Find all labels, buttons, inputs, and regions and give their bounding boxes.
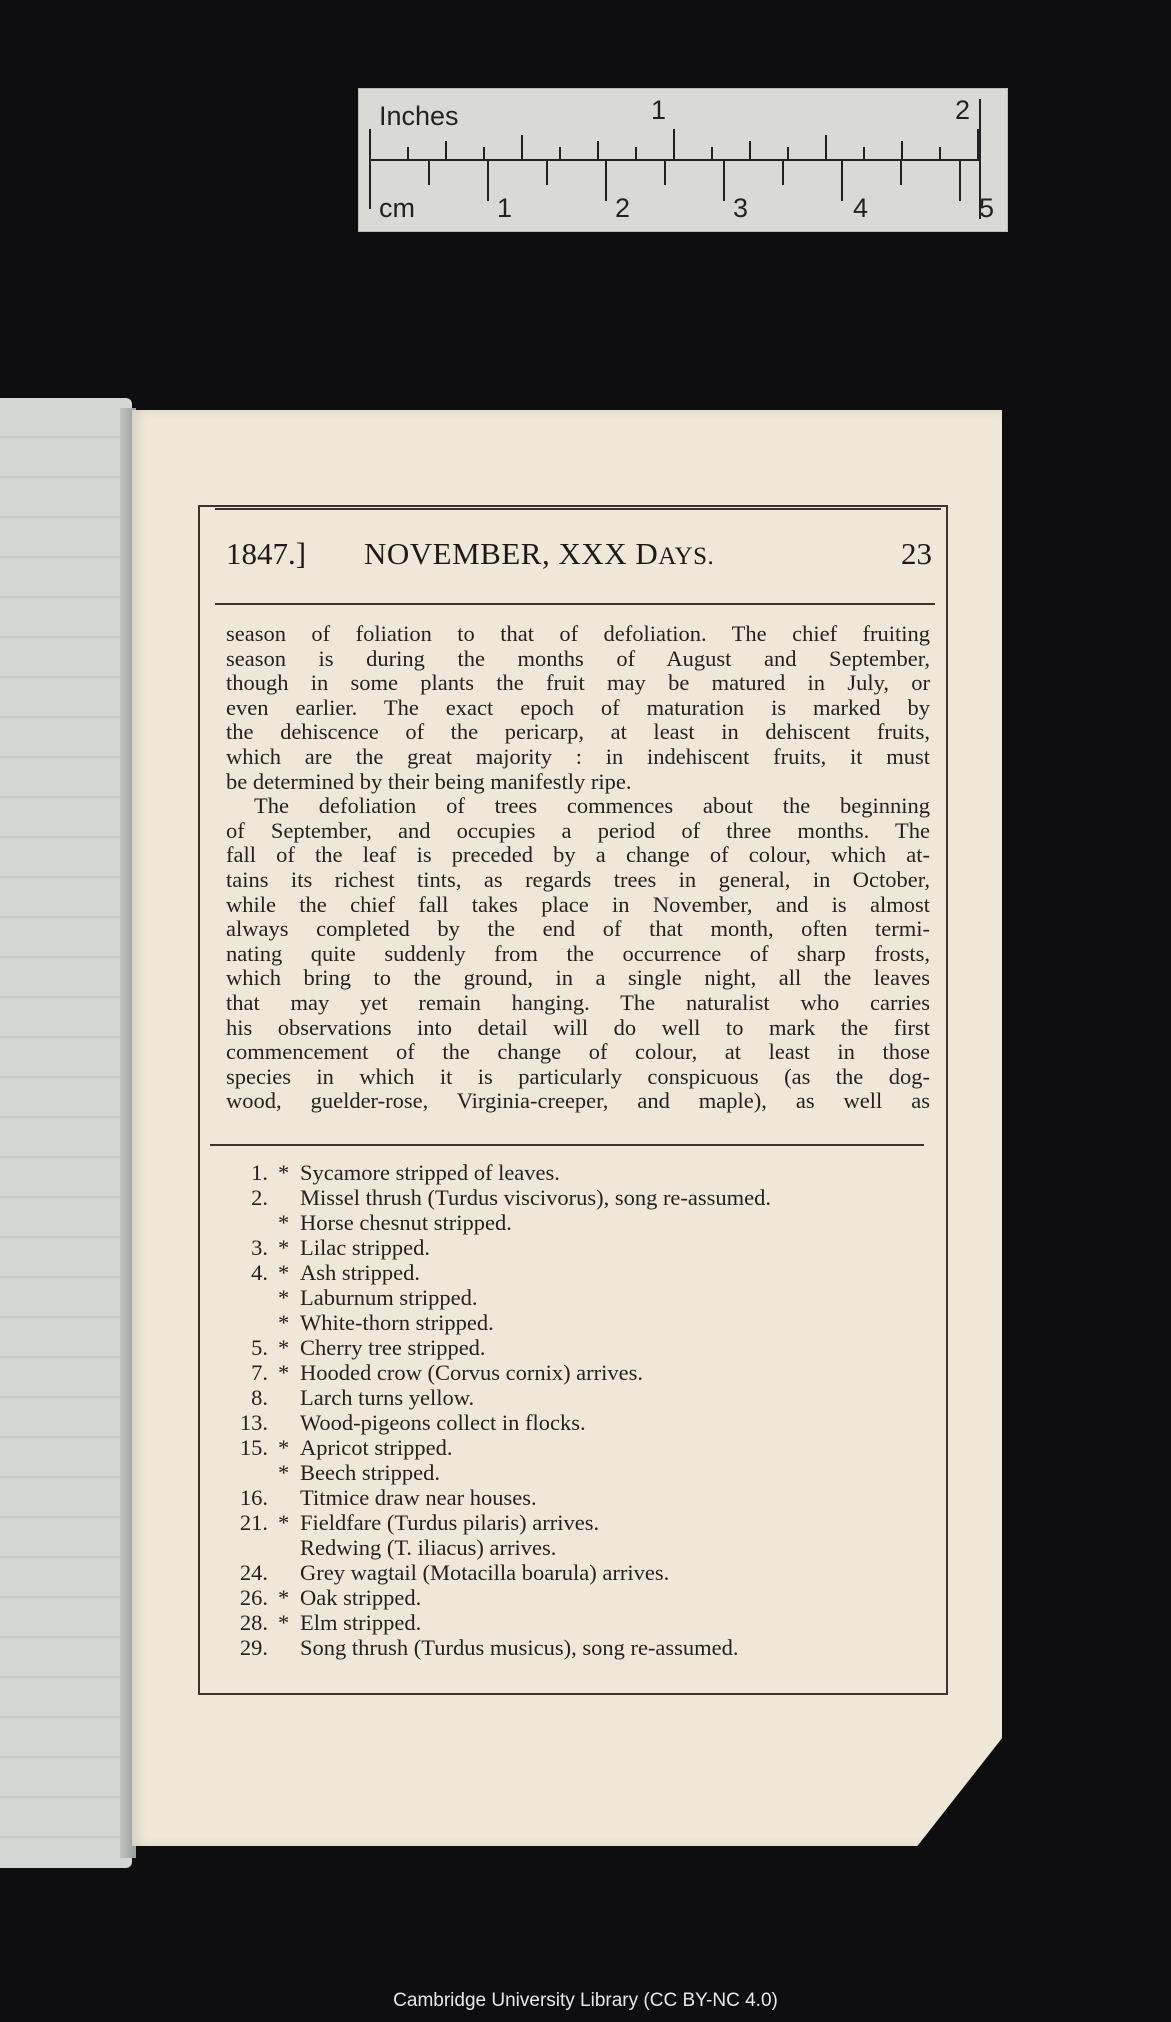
- note-text: Missel thrush (Turdus viscivorus), song re-assumed.: [300, 1185, 772, 1210]
- note-text: Wood-pigeons collect in flocks.: [300, 1410, 586, 1435]
- ruler-inch-tick: [863, 147, 865, 159]
- text-line: always completed by the end of that month, often termi-: [226, 916, 930, 942]
- note-text: Titmice draw near houses.: [300, 1485, 537, 1510]
- date-number: 13.: [239, 1410, 268, 1435]
- note-text: Hooded crow (Corvus cornix) arrives.: [300, 1360, 644, 1385]
- ruler-cm-tick: [959, 161, 961, 201]
- asterisk-marker: *: [278, 1610, 290, 1635]
- asterisk-marker: *: [278, 1360, 290, 1385]
- list-item: [226, 1260, 930, 1285]
- asterisk-marker: *: [278, 1460, 290, 1485]
- ruler-inch-tick: [483, 147, 485, 159]
- asterisk-marker: *: [278, 1585, 290, 1610]
- note-text: Lilac stripped.: [300, 1235, 430, 1260]
- ruler-inch-tick: [901, 141, 903, 159]
- phenology-notes-list: [226, 1160, 930, 1660]
- note-text: Laburnum stripped.: [300, 1285, 478, 1310]
- text-line: though in some plants the fruit may be matured in July, or: [226, 670, 930, 696]
- ruler-cm-tick: [782, 161, 784, 185]
- list-item: [226, 1435, 930, 1460]
- ruler-cm-mark: 5: [979, 193, 995, 223]
- date-number: 1.: [251, 1160, 268, 1185]
- date-number: 24.: [239, 1560, 268, 1585]
- scale-ruler: [358, 88, 1008, 232]
- asterisk-marker: *: [278, 1285, 290, 1310]
- ruler-inch-tick: [977, 129, 979, 159]
- note-text: Larch turns yellow.: [300, 1385, 475, 1410]
- text-line: while the chief fall takes place in November, and is almost: [226, 891, 930, 917]
- ruler-cm-tick: [900, 161, 902, 185]
- ruler-inch-tick: [673, 129, 675, 159]
- date-number: 7.: [251, 1360, 268, 1385]
- ruler-cm-mark: 3: [733, 193, 749, 223]
- body-paragraphs: [226, 622, 930, 1114]
- ruler-inch-tick: [559, 147, 561, 159]
- text-line: of September, and occupies a period of three months. The: [226, 817, 930, 843]
- bottom-rule: [210, 1693, 926, 1695]
- date-number: 3.: [251, 1235, 268, 1260]
- date-number: 15.: [239, 1435, 268, 1460]
- note-text: Fieldfare (Turdus pilaris) arrives.: [300, 1510, 600, 1535]
- asterisk-marker: *: [278, 1235, 290, 1260]
- text-line: which are the great majority : in indehiscent fruits, it must: [226, 743, 930, 769]
- date-number: 28.: [239, 1610, 268, 1635]
- date-number: 8.: [251, 1385, 268, 1410]
- ruler-inch-tick: [407, 147, 409, 159]
- list-item: [226, 1485, 930, 1510]
- ruler-inch-mark: 2: [955, 95, 971, 125]
- text-line: The defoliation of trees commences about the beginning: [254, 793, 930, 819]
- ruler-cm-tick: [369, 161, 371, 201]
- text-line: fall of the leaf is preceded by a change of colour, which at-: [226, 842, 930, 868]
- list-item: [226, 1410, 930, 1435]
- ruler-cm-label: cm: [379, 193, 415, 223]
- asterisk-marker: *: [278, 1435, 290, 1460]
- date-number: 16.: [239, 1485, 268, 1510]
- asterisk-marker: *: [278, 1310, 290, 1335]
- ruler-cm-tick: [487, 161, 489, 201]
- ruler-cm-tick: [841, 161, 843, 201]
- ruler-inch-tick: [597, 141, 599, 159]
- ruler-cm-tick: [664, 161, 666, 185]
- date-number: 2.: [251, 1185, 268, 1210]
- list-item: [226, 1235, 930, 1260]
- note-text: Ash stripped.: [300, 1260, 420, 1285]
- text-line: tains its richest tints, as regards trees in general, in October,: [226, 866, 930, 892]
- ruler-cm-tick: [605, 161, 607, 201]
- asterisk-marker: *: [278, 1510, 290, 1535]
- ruler-inch-tick: [369, 129, 371, 159]
- asterisk-marker: *: [278, 1210, 290, 1235]
- note-text: Apricot stripped.: [300, 1435, 453, 1460]
- section-divider: [210, 1144, 924, 1146]
- note-text: Grey wagtail (Motacilla boarula) arrives.: [300, 1560, 670, 1585]
- ruler-cm-mark: 1: [497, 193, 513, 223]
- text-line: the dehiscence of the pericarp, at least in dehiscent fruits,: [226, 719, 930, 745]
- header-year: 1847.]: [226, 536, 307, 571]
- header-bottom-rule: [215, 603, 935, 605]
- date-number: 5.: [251, 1335, 268, 1360]
- asterisk-marker: *: [278, 1260, 290, 1285]
- text-line: season of foliation to that of defoliation. The chief fruiting: [226, 621, 930, 646]
- text-line: that may yet remain hanging. The naturalist who carries: [226, 989, 930, 1015]
- text-line: species in which it is particularly conspicuous (as the dog-: [226, 1063, 930, 1089]
- asterisk-marker: *: [278, 1160, 290, 1185]
- ruler-inch-tick: [635, 147, 637, 159]
- list-item: [226, 1335, 930, 1360]
- ruler-cm-mark: 2: [615, 193, 631, 223]
- list-item: [226, 1585, 930, 1610]
- list-item: [226, 1610, 930, 1635]
- ruler-inch-tick: [825, 135, 827, 159]
- note-text: Redwing (T. iliacus) arrives.: [300, 1535, 557, 1560]
- date-number: 26.: [239, 1585, 268, 1610]
- note-text: Song thrush (Turdus musicus), song re-assumed.: [300, 1635, 739, 1660]
- note-text: Sycamore stripped of leaves.: [300, 1160, 560, 1185]
- note-text: White-thorn stripped.: [300, 1310, 494, 1335]
- list-item: [226, 1160, 930, 1185]
- list-item: [226, 1360, 930, 1385]
- list-item: [226, 1285, 930, 1310]
- list-item: [226, 1310, 930, 1335]
- ruler-inch-mark: 1: [651, 95, 667, 125]
- list-item: [226, 1635, 930, 1660]
- ruler-inch-tick: [445, 141, 447, 159]
- header-top-rule: [215, 508, 941, 510]
- text-line: nating quite suddenly from the occurrence of sharp frosts,: [226, 940, 930, 966]
- text-line: even earlier. The exact epoch of maturation is marked by: [226, 694, 930, 720]
- ruler-cm-mark: 4: [853, 193, 869, 223]
- date-number: 4.: [251, 1260, 268, 1285]
- list-item: [226, 1535, 930, 1560]
- list-item: [226, 1210, 930, 1235]
- text-line: be determined by their being manifestly ripe.: [226, 768, 632, 794]
- note-text: Beech stripped.: [300, 1460, 440, 1485]
- date-number: 21.: [239, 1510, 268, 1535]
- ruler-inch-tick: [787, 147, 789, 159]
- text-line: wood, guelder-rose, Virginia-creeper, and maple), as well as: [226, 1088, 930, 1114]
- note-text: Elm stripped.: [300, 1610, 422, 1635]
- list-item: [226, 1510, 930, 1535]
- ruler-inches-label: Inches: [379, 101, 459, 131]
- date-number: 29.: [239, 1635, 268, 1660]
- ruler-inch-tick: [711, 147, 713, 159]
- ruler-cm-tick: [428, 161, 430, 185]
- list-item: [226, 1385, 930, 1410]
- asterisk-marker: *: [278, 1335, 290, 1360]
- ruler-inch-scale-line: [369, 159, 979, 161]
- ruler-inch-tick: [939, 147, 941, 159]
- list-item: [226, 1460, 930, 1485]
- previous-page: [0, 398, 132, 1868]
- ruler-cm-tick: [723, 161, 725, 201]
- list-item: [226, 1185, 930, 1210]
- note-text: Horse chesnut stripped.: [300, 1210, 512, 1235]
- ruler-inch-tick: [749, 141, 751, 159]
- ruler-inch-tick: [521, 135, 523, 159]
- attribution-footer: Cambridge University Library (CC BY-NC 4.0): [393, 1990, 778, 2011]
- list-item: [226, 1560, 930, 1585]
- note-text: Cherry tree stripped.: [300, 1335, 486, 1360]
- page-number: 23: [901, 536, 932, 571]
- note-text: Oak stripped.: [300, 1585, 422, 1610]
- text-line: commencement of the change of colour, at least in those: [226, 1039, 930, 1065]
- text-line: his observations into detail will do well to mark the first: [226, 1014, 930, 1040]
- text-line: which bring to the ground, in a single night, all the leaves: [226, 965, 930, 991]
- text-line: season is during the months of August and September,: [226, 645, 930, 671]
- page-header: [226, 536, 932, 576]
- header-title: NOVEMBER, XXX DAYS.: [364, 536, 715, 571]
- ruler-cm-tick: [546, 161, 548, 185]
